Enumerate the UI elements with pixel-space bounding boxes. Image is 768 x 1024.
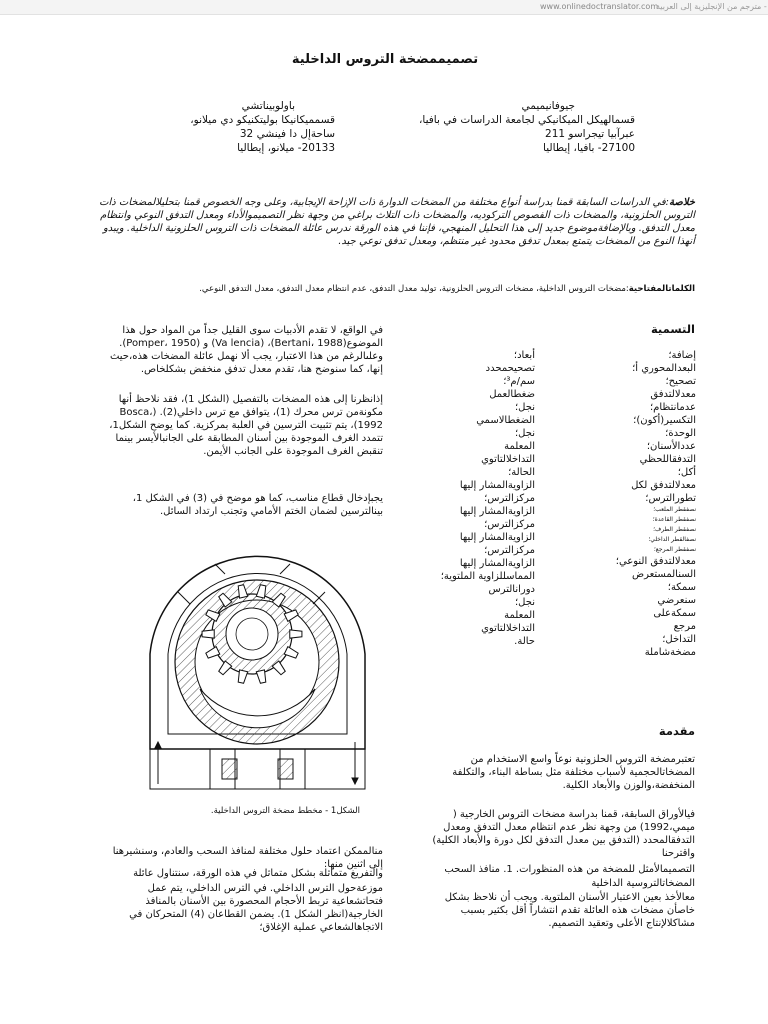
body-paragraph: في الواقع، لا تقدم الأدبيات سوى القليل جداً من المواد حول هذا الموضوع(Bertani، 1988)، (Va lencia) و (Pomper، 1950). وعلىالرغم من هذا الاعتبار، يجب ألا نهمل عائلة المضخات هذه،حيث إنها، كما سنوضح هنا، تقدم معدل تدفق منخفض بشكلخاص. <box>109 325 383 375</box>
nomenclature-item: عددالأسنان؛ <box>646 441 696 452</box>
nomenclature-item: نصفقطر الملعب؛ <box>653 506 696 513</box>
nomenclature-item: ضغطالعمل <box>489 389 535 400</box>
nomenclature-item: الضغطالاسمي <box>476 415 535 426</box>
nomenclature-item: أكل؛ <box>677 467 696 478</box>
gear-tooth <box>290 630 302 638</box>
nomenclature-item: الحالة؛ <box>508 467 535 478</box>
body-paragraph: والتفريغ متماثلة بشكل متماثل في هذه الورقة، سنتناول عائلة <box>133 868 383 879</box>
port-slots <box>222 749 293 789</box>
nomenclature-item: تصحيح؛ <box>665 376 696 387</box>
nomenclature-item: الزاويةالمشار إليها <box>459 532 535 543</box>
nomenclature-item: تطورالترس؛ <box>645 493 696 504</box>
author-address: عبرآبيا تيجراسو 211 <box>545 128 635 140</box>
body-paragraph: يجبإدخال قطاع مناسب، كما هو موضح في (3) في الشكل 1، بينالترسين لضمان الختم الأمامي وتجنب ارتداد السائل. <box>132 493 383 517</box>
nomenclature-item: معدلالتدفق لكل <box>631 480 696 491</box>
nomenclature-item: مرجع <box>673 621 696 632</box>
author-block-right <box>390 99 635 155</box>
nomenclature-item: سم/م³؛ <box>503 376 535 387</box>
nomenclature-item: دورانالترس <box>488 584 535 595</box>
nomenclature-item: سمكةعلى <box>653 608 696 619</box>
body-paragraph: فيالأوراق السابقة، قمنا بدراسة مضخات التروس الخارجية ( ميمي،1992) من وجهة نظر عدم انتظام معدل التدفق ومعدل التدفقالمحدد (التدفق بين معدل التدفق لكل دورة والأبعاد الكلية) واقترحنا <box>432 809 695 859</box>
translator-url-link[interactable]: www.onlinedoctranslator.com <box>540 2 659 11</box>
nomenclature-item: مركزالترس؛ <box>484 519 535 530</box>
nomenclature-item: عدمانتظام؛ <box>649 402 696 413</box>
nomenclature-item: البعدالمحوري أ؛ <box>632 363 696 374</box>
figure-caption: الشكل1 - مخطط مضخة التروس الداخلية. <box>210 806 360 816</box>
body-paragraph: منالممكن اعتماد حلول مختلفة لمنافذ السحب والعادم، وسنشيرهنا إلى اثنين منها: <box>112 846 383 870</box>
nomenclature-item: التداخل؛ <box>662 634 696 645</box>
nomenclature-item: نصفقطر المرجع؛ <box>653 546 696 553</box>
abstract-text: في الدراسات السابقة قمنا بدراسة أنواع مختلفة من المضخات الدوارة ذات الإزاحة الإيجابية، وعلى وجه الخصوص قمنا بتحليلالمضخات ذات التروس الحلزونية، والمضخات ذات الفصوص التركوديه، والمضخات ذات التلاث براغي من وجهة نظر التصميموالأداء ومعدل التدفق النوعي وانتظام معدل التدفق. وبالإضافةموضوع جديد إلى هذا التحليل المنهجي، فإننا في هذه الورقة ندرس عائلة المضخات ذات التروس الحلزونية الداخلية. ويبدو أنهذا النوع من المضخات يتمتع بمعدل تدفق محدود غير منتظم، ومعدل تدفق نوعي جيد. <box>99 197 695 247</box>
keywords <box>98 283 695 295</box>
keywords-text: :مضخات التروس الداخلية، مضخات التروس الحلزونية، توليد معدل التدفق، عدم انتظام معدل التدفق، معدل التدفق النوعي. <box>199 284 629 294</box>
author-city: 20133- ميلانو، إيطاليا <box>237 142 335 154</box>
nomenclature-item: إضافة؛ <box>668 350 696 361</box>
nomenclature-item: التدفقاللحظي <box>639 454 696 465</box>
author-block-left <box>120 99 335 155</box>
nomenclature-item: معدلالتدفق <box>650 389 696 400</box>
nomenclature-item: مركزالترس؛ <box>484 493 535 504</box>
nomenclature-item: سنعرضي <box>657 595 696 606</box>
body-paragraph: المضخاتالتروسية الداخلية <box>591 878 695 889</box>
abstract: خلاصة:في الدراسات السابقة قمنا بدراسة أنواع مختلفة من المضخات الدوارة ذات الإزاحة الإيجابية، وعلى وجه الخصوص قمنا بتحليلالمضخات ذات التروس الحلزونية، والمضخات ذات الفصوص التركوديه، والمضخات ذات التلاث براغي من وجهة نظر التصميموالأداء ومعدل التدفق النوعي وانتظام معدل التدفق. وبالإضافةموضوع جديد إلى هذا التحليل المنهجي، فإننا في هذه الورقة ندرس عائلة المضخات ذات التروس الحلزونية الداخلية. ويبدو أنهذا النوع من المضخات يتمتع بمعدل تدفق محدود غير منتظم، ومعدل تدفق نوعي جيد. <box>99 197 695 247</box>
nomenclature-item: تصحيحمحدد <box>485 363 535 374</box>
introduction-heading: مقدمة <box>658 724 695 738</box>
body-paragraph: معالأخذ بعين الاعتبار الأسنان الملتوية. ويجب أن نلاحظ بشكل خاصأن مضخات هذه العائلة تقدم انتشاراً أقل بكثير بسبب مشاكلالإنتاج الأعلى وتعقيد التصميم. <box>444 892 695 929</box>
author-affiliation: قسمميكانيكا بوليتكنيكو دي ميلانو، <box>190 114 335 126</box>
translator-bar <box>0 0 768 15</box>
nomenclature-item: نجل؛ <box>515 402 535 413</box>
body-paragraph: إذانظرنا إلى هذه المضخات بالتفصيل (الشكل 1)، فقد نلاحظ أنها مكونةمن ترس محرك (1)، يتوافق مع ترس داخلي(2). (Bosca، 1992)، يتم تثبيت الترسين في العلبة بمرکزية. كما يوضح الشكل1، تتمدد الغرف الموجودة بين أسنان المطابقة على الجانبالأيسر بينما تنقبض الغرف الموجودة على الجانب الأيمن. <box>109 394 383 457</box>
nomenclature-item: سمكة؛ <box>667 582 696 593</box>
nomenclature-item: المعلمة <box>504 441 535 452</box>
gear-tooth <box>202 630 214 638</box>
author-affiliation: قسمالهيكل الميكانيكي لجامعة الدراسات في بافيا، <box>419 114 635 126</box>
gear-pump-figure <box>140 534 375 796</box>
nomenclature-item: أبعاد؛ <box>513 350 535 361</box>
nomenclature-item: المعلمة <box>504 610 535 621</box>
nomenclature-item: حالة. <box>514 636 535 647</box>
nomenclature-item: الزاويةالمشار إليها <box>459 480 535 491</box>
body-paragraph: التصميمالأمثل للمضخة من هذه المنظورات. 1. منافذ السحب <box>444 864 695 875</box>
nomenclature-item: الوحدة؛ <box>665 428 696 439</box>
nomenclature-item: نصفقطر الطرف؛ <box>653 526 696 533</box>
nomenclature-item: التداخلالتاتوي <box>481 623 535 634</box>
nomenclature-list-left <box>420 349 535 648</box>
nomenclature-list-right <box>598 349 696 659</box>
paper-title: تصميممضخة التروس الداخلية <box>291 52 479 67</box>
keywords-label: الكلماتالمفتاحية <box>628 284 695 294</box>
nomenclature-item: نجل؛ <box>515 428 535 439</box>
nomenclature-item: مضخةشاملة <box>644 647 696 658</box>
author-city: 27100- بافيا، إيطاليا <box>543 142 635 154</box>
nomenclature-heading: التسمية <box>650 322 695 336</box>
body-paragraph: موزعةحول الترس الداخلي. في الترس الداخلي، يتم عمل فتحاتشعاعية تربط الأحجام المحصورة بين الأسنان بالمنافذ الخارجية(انظر الشكل 1). يضمن القطاعان (4) المتحركان في الاتجاهالشعاعي عملية الإغلاق؛ <box>129 883 383 933</box>
abstract-label: خلاصة <box>668 197 695 208</box>
nomenclature-item: التكسير(أكون)؛ <box>633 415 696 426</box>
author-name: جيوفانيميمي <box>521 100 575 112</box>
nomenclature-item: الزاويةالمشار إليها <box>459 558 535 569</box>
nomenclature-item: السنالمستعرض <box>631 569 696 580</box>
nomenclature-item: نصفقطر القاعدة؛ <box>652 516 696 523</box>
nomenclature-item: الزاويةالمشار إليها <box>459 506 535 517</box>
body-paragraph: تعتبرمضخة التروس الحلزونية نوعاً واسع الاستخدام من المضخاتالحجمية لأسباب مختلفة مثل بساطة البناء، والتكلفة المنخفضة،والوزن والأبعاد الكلية. <box>452 754 695 791</box>
author-name: باولوبيناتشي <box>241 100 295 112</box>
nomenclature-item: مركزالترس؛ <box>484 545 535 556</box>
author-address: ساحةإل دا فينشي 32 <box>239 128 335 140</box>
translator-label: مترجم من الإنجليزية إلى العربية - <box>656 2 767 11</box>
nomenclature-item: المماسللزاوية الملتوية؛ <box>440 571 535 582</box>
nomenclature-item: معدلالتدفق النوعي؛ <box>615 556 696 567</box>
nomenclature-item: نجل؛ <box>515 597 535 608</box>
nomenclature-item: التداخلالتاتوي <box>481 454 535 465</box>
nomenclature-item: نصفالقطر الداخلي؛ <box>648 536 696 543</box>
